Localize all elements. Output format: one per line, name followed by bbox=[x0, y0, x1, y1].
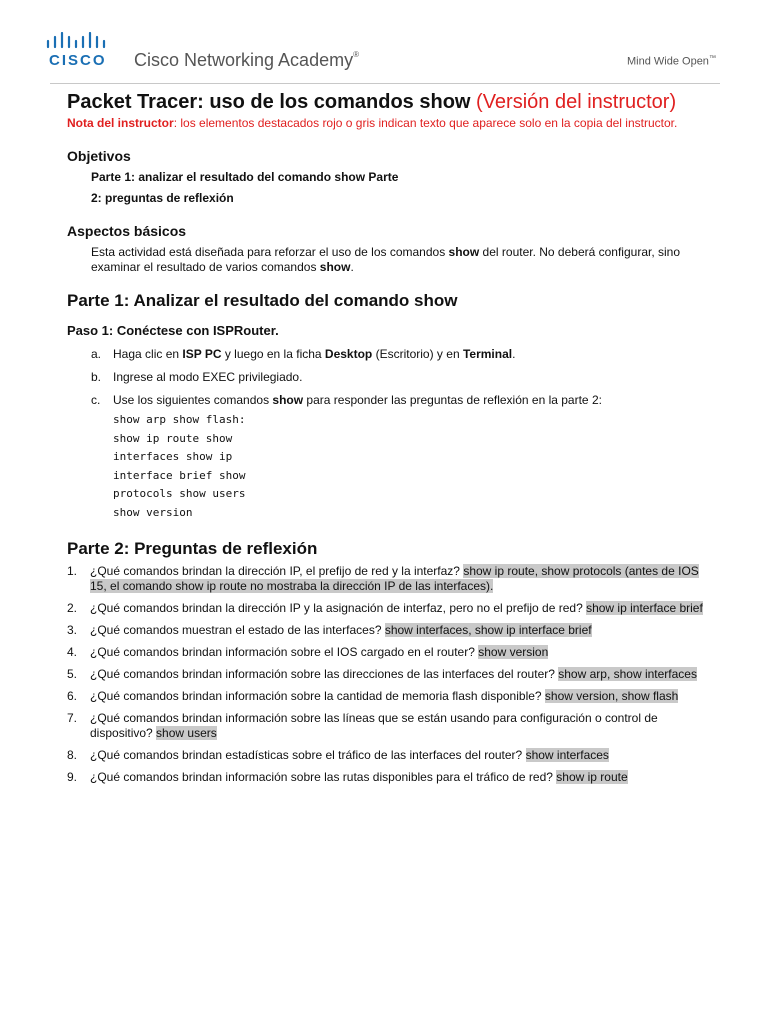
objective-line: Parte 1: analizar el resultado del comando show Parte bbox=[91, 170, 399, 184]
answer-highlight: show version, show flash bbox=[544, 689, 679, 703]
tagline: Mind Wide Open™ bbox=[627, 55, 716, 68]
question-item: 2. ¿Qué comandos brindan la dirección IP y la asignación de interfaz, pero no el prefijo de red? show ip interface brief bbox=[67, 601, 703, 615]
cisco-logo-bars-icon bbox=[46, 32, 114, 50]
part2-heading: Parte 2: Preguntas de reflexión bbox=[67, 539, 318, 558]
list-item: b. Ingrese al modo EXEC privilegiado. bbox=[91, 370, 303, 384]
code-line: interface brief show bbox=[113, 468, 246, 482]
code-line: interfaces show ip bbox=[113, 450, 233, 463]
code-line: show version bbox=[113, 505, 193, 519]
answer-highlight: show interfaces, show ip interface brief bbox=[384, 623, 592, 637]
answer-highlight: show ip route bbox=[556, 770, 628, 784]
question-item: 8. ¿Qué comandos brindan estadísticas sobre el tráfico de las interfaces del router? show interfaces bbox=[67, 748, 609, 762]
question-item: 4. ¿Qué comandos brindan información sobre el IOS cargado en el router? show version bbox=[67, 645, 549, 659]
list-item: c. Use los siguientes comandos show para responder las preguntas de reflexión en la parte 2: bbox=[91, 393, 602, 407]
objective-line: 2: preguntas de reflexión bbox=[91, 191, 234, 205]
code-line: show ip route show bbox=[113, 431, 233, 445]
question-item: 6. ¿Qué comandos brindan información sobre la cantidad de memoria flash disponible? show version, show flash bbox=[67, 689, 679, 703]
answer-highlight: show ip interface brief bbox=[586, 601, 703, 615]
code-line: protocols show users bbox=[113, 487, 246, 500]
reflection-questions bbox=[67, 564, 707, 785]
code-line: show arp show flash: bbox=[113, 413, 246, 426]
page-title: Packet Tracer: uso de los comandos show (Versión del instructor) bbox=[67, 91, 677, 113]
basics-heading: Aspectos básicos bbox=[67, 223, 187, 239]
answer-highlight: show users bbox=[156, 726, 217, 740]
question-item: 5. ¿Qué comandos brindan información sobre las direcciones de las interfaces del router? show arp, show interfaces bbox=[67, 667, 697, 681]
question-item: 3. ¿Qué comandos muestran el estado de las interfaces? show interfaces, show ip interface brief bbox=[67, 623, 592, 637]
question-item: 1. ¿Qué comandos brindan la dirección IP, el prefijo de red y la interfaz? show ip route, show protocols (antes de IOS 15, el comando show ip route no mostraba la dirección IP de las interfaces). bbox=[67, 564, 699, 593]
page-header bbox=[0, 0, 768, 84]
answer-highlight: show arp, show interfaces bbox=[558, 667, 697, 681]
objectives-heading: Objetivos bbox=[67, 148, 131, 164]
question-item: 9. ¿Qué comandos brindan información sobre las rutas disponibles para el tráfico de red? show ip route bbox=[67, 770, 628, 784]
step1-heading: Paso 1: Conéctese con ISPRouter. bbox=[67, 323, 279, 338]
academy-name: Cisco Networking Academy® bbox=[134, 50, 359, 70]
answer-highlight: show ip route, show protocols (antes de IOS 15, el comando show ip route no mostraba la dirección IP de las interfaces). bbox=[90, 564, 699, 593]
part1-heading: Parte 1: Analizar el resultado del comando show bbox=[67, 291, 458, 310]
step1-list bbox=[67, 347, 707, 408]
answer-highlight: show interfaces bbox=[525, 748, 609, 762]
question-item: 7. ¿Qué comandos brindan información sobre las líneas que se están usando para configuración o control de dispositivo? show users bbox=[67, 711, 658, 740]
answer-highlight: show version bbox=[478, 645, 549, 659]
cisco-wordmark: CISCO bbox=[49, 52, 107, 69]
basics-paragraph: Esta actividad está diseñada para reforzar el uso de los comandos show del router. No deberá configurar, sino examinar el resultado de varios comandos show. bbox=[91, 245, 681, 274]
document-body bbox=[67, 90, 707, 785]
list-item: a. Haga clic en ISP PC y luego en la ficha Desktop (Escritorio) y en Terminal. bbox=[91, 347, 516, 361]
instructor-note: Nota del instructor: los elementos destacados rojo o gris indican texto que aparece solo en la copia del instructor. bbox=[67, 116, 678, 130]
command-code-block bbox=[113, 411, 707, 522]
header-divider bbox=[50, 83, 720, 84]
